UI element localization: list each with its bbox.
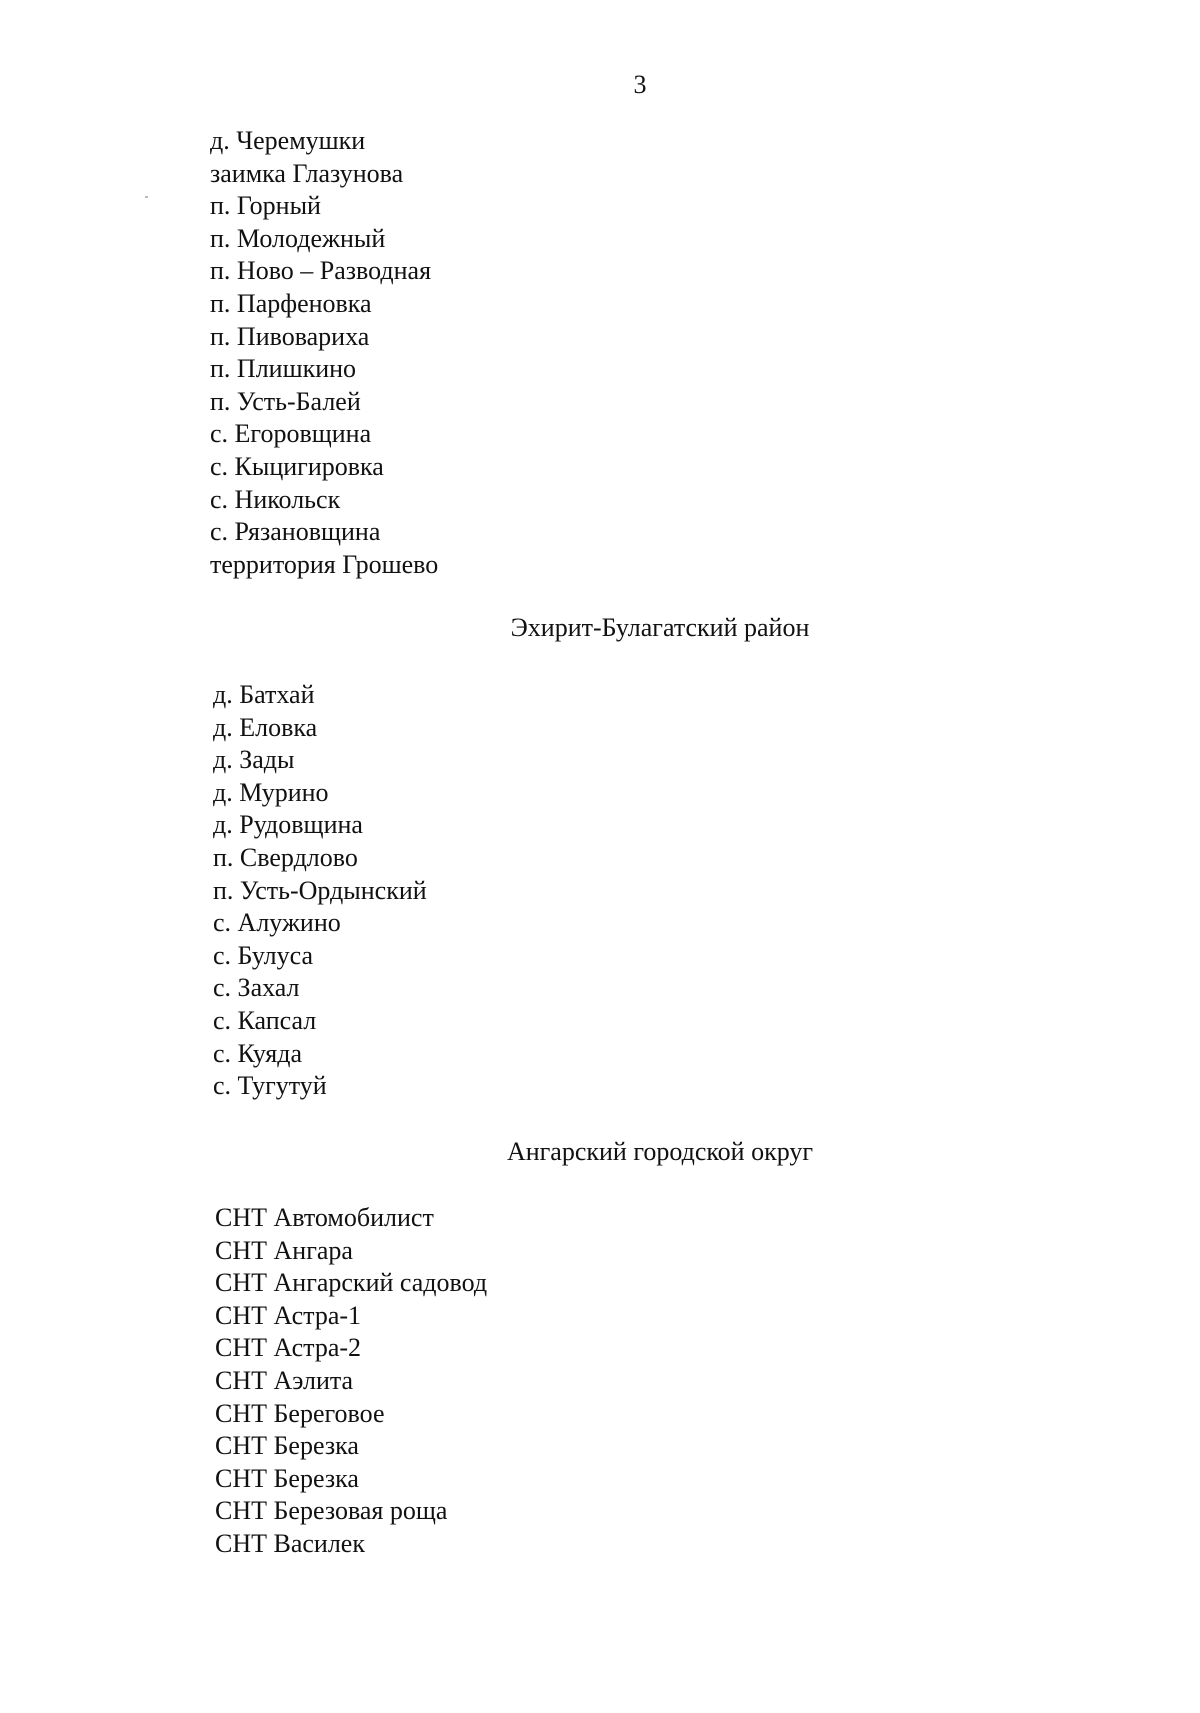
list-item: СНТ Березка	[215, 1463, 359, 1493]
list-item: д. Мурино	[213, 777, 329, 807]
list-item: СНТ Василек	[215, 1528, 365, 1558]
section-heading-ekhirit-bulagat: Эхирит-Булагатский район	[510, 613, 810, 642]
list-item: СНТ Ангарский садовод	[215, 1268, 488, 1298]
list-item: п. Молодежный	[210, 223, 386, 253]
list-item: п. Ново – Разводная	[210, 256, 432, 286]
page-number: 3	[633, 70, 647, 99]
list-item: п. Пивовариха	[210, 321, 370, 351]
list-item: СНТ Астра-2	[215, 1333, 362, 1363]
list-item: заимка Глазунова	[210, 158, 404, 188]
list-item: п. Усть-Ордынский	[213, 875, 427, 905]
list-item: п. Плишкино	[210, 354, 357, 384]
list-item: с. Егоровщина	[210, 419, 372, 449]
list-item: п. Парфеновка	[210, 288, 372, 318]
list-item: с. Булуса	[213, 940, 314, 970]
list-item: п. Усть-Балей	[210, 386, 361, 416]
list-item: СНТ Березка	[215, 1431, 359, 1461]
list-item: с. Капсал	[213, 1005, 317, 1035]
list-item: п. Свердлово	[213, 842, 358, 872]
list-item: СНТ Аэлита	[215, 1365, 354, 1395]
list-item: с. Никольск	[210, 484, 341, 514]
settlement-list-continued	[210, 125, 438, 581]
list-item: д. Еловка	[213, 712, 318, 742]
section-heading-angarsk: Ангарский городской округ	[506, 1137, 814, 1166]
list-item: с. Кыцигировка	[210, 451, 384, 481]
list-item: территория Грошево	[210, 549, 439, 579]
list-item: с. Алужино	[213, 908, 341, 938]
scan-speck	[145, 196, 148, 198]
list-item: СНТ Автомобилист	[215, 1203, 434, 1232]
list-item: д. Черемушки	[210, 126, 366, 155]
list-item: СНТ Ангара	[215, 1235, 353, 1265]
settlement-list-ekhirit-bulagat	[213, 679, 427, 1103]
list-item: с. Куяда	[213, 1038, 303, 1068]
settlement-list-angarsk	[215, 1202, 487, 1561]
list-item: с. Тугутуй	[213, 1071, 327, 1101]
list-item: д. Зады	[213, 745, 295, 775]
list-item: д. Батхай	[213, 680, 315, 709]
list-item: д. Рудовщина	[213, 810, 363, 840]
list-item: СНТ Береговое	[215, 1398, 385, 1428]
list-item: СНТ Астра-1	[215, 1300, 362, 1330]
list-item: с. Рязановщина	[210, 517, 381, 547]
list-item: СНТ Березовая роща	[215, 1496, 448, 1526]
list-item: п. Горный	[210, 191, 321, 221]
list-item: с. Захал	[213, 973, 300, 1003]
